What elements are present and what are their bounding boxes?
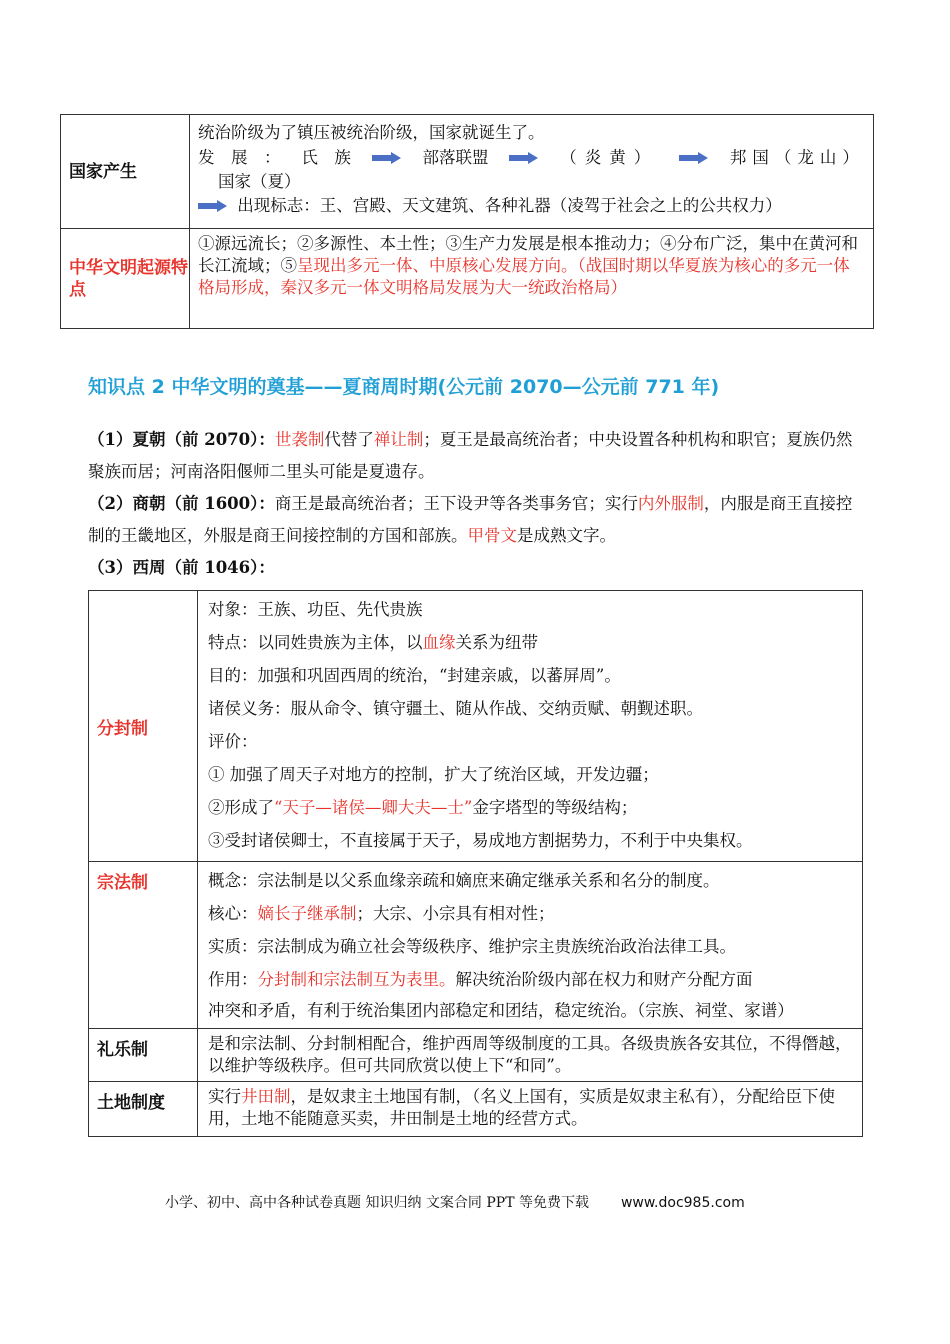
fenfeng-line — [208, 626, 854, 659]
development-chain — [198, 144, 865, 172]
dev-step-4: 邦国（龙山） — [729, 147, 865, 167]
dev-step-2: 部落联盟 — [422, 147, 489, 167]
zongfa-line — [208, 963, 854, 996]
arrow-right-icon — [679, 152, 709, 164]
xia-head: （1）夏朝（前 2070）： — [88, 430, 275, 449]
text: ②形成了 — [208, 798, 274, 817]
row-label-tudi — [89, 1082, 198, 1137]
row-label-state-origin — [61, 115, 190, 229]
text-red: 分封制和宗法制互为表里。 — [257, 970, 456, 989]
shang-head: （2）商朝（前 1600）： — [88, 494, 275, 513]
table-row — [61, 115, 874, 229]
zongfa-line: 冲突和矛盾，有利于统治集团内部稳定和团结，稳定统治。（宗族、祠堂、家谱） — [208, 1001, 794, 1020]
fenfeng-line: ③受封诸侯卿士，不直接属于天子，易成地方割据势力，不利于中央集权。 — [208, 831, 753, 850]
state-origin-text: 统治阶级为了镇压被统治阶级，国家就诞生了。 — [198, 122, 545, 142]
fenfeng-line: 评价： — [208, 732, 258, 751]
text-red: 嫡长子继承制 — [257, 904, 357, 923]
cell-label: 国家产生 — [69, 161, 137, 182]
origin-table — [60, 114, 874, 329]
footer-link[interactable]: www.doc985.com — [620, 1195, 745, 1211]
row-content-liyue — [198, 1029, 863, 1082]
xia-text-1: 代替了 — [324, 430, 374, 449]
text: 实行 — [208, 1087, 241, 1106]
row-content-fenfeng — [198, 591, 863, 862]
text: 金字塔型的等级结构； — [472, 798, 638, 817]
dev-step-1: 氏 族 — [301, 147, 351, 167]
cell-label: 宗法制 — [97, 873, 148, 893]
table-row — [89, 1029, 863, 1082]
shang-red-2: 甲骨文 — [467, 526, 517, 545]
shang-text-3: 是成熟文字。 — [517, 526, 616, 545]
fenfeng-line: ① 加强了周天子对地方的控制，扩大了统治区域，开发边疆； — [208, 765, 659, 784]
cell-label: 分封制 — [97, 718, 148, 739]
zongfa-line — [208, 897, 854, 930]
xizhou-table — [88, 590, 863, 1137]
xizhou-head — [88, 552, 868, 584]
xia-paragraph — [88, 424, 868, 488]
sign-text: 出现标志：王、宫殿、天文建筑、各种礼器（凌驾于社会之上的公共权力） — [237, 195, 782, 215]
fenfeng-line: 诸侯义务：服从命令、镇守疆土、随从作战、交纳贡赋、朝觐述职。 — [208, 699, 703, 718]
shang-paragraph — [88, 488, 868, 552]
fenfeng-line: 目的：加强和巩固西周的统治，“封建亲戚，以蕃屏周”。 — [208, 666, 621, 685]
arrow-right-icon — [198, 200, 228, 212]
row-label-liyue — [89, 1029, 198, 1082]
liyue-text: 是和宗法制、分封制相配合，维护西周等级制度的工具。各级贵族各安其位，不得僭越，以维护等级秩序。但可共同欣赏以使上下“和同”。 — [208, 1034, 852, 1075]
text-red: “天子—诸侯—卿大夫—士” — [274, 798, 473, 817]
text-red: 井田制 — [241, 1087, 291, 1106]
row-content-tudi — [198, 1082, 863, 1137]
xia-red-1: 世袭制 — [274, 430, 325, 449]
table-row — [89, 1082, 863, 1137]
text: ，是奴隶主土地国有制，（名义上国有，实质是奴隶主私有），分配给臣下使用，土地不能随意买卖，井田制是土地的经营方式。 — [208, 1087, 835, 1128]
fenfeng-line — [208, 791, 854, 824]
civ-features-text: ①源远流长；②多源性、本土性；③生产力发展是根本推动力；④分布广泛，集中在黄河和长江流域；⑤ — [198, 234, 858, 275]
dev-step-3: （炎黄） — [560, 147, 659, 167]
arrow-right-icon — [509, 152, 539, 164]
dev-last: 国家（夏） — [218, 171, 301, 191]
row-label-civ-features — [61, 229, 190, 329]
shang-text-1: 商王是最高统治者；王下设尹等各类事务官；实行 — [274, 494, 638, 513]
shang-text-2: ，内服是商王直接控制的王畿地区，外服是商王间接控制的方国和部族。 — [88, 494, 853, 545]
zongfa-line: 实质：宗法制成为确立社会等级秩序、维护宗主贵族统治政治法律工具。 — [208, 937, 736, 956]
xizhou-head-text: （3）西周（前 1046）： — [88, 558, 275, 577]
table-row — [89, 591, 863, 862]
table-row — [89, 862, 863, 1029]
section-title: 知识点 2 中华文明的奠基——夏商周时期(公元前 2070—公元前 771 年) — [88, 376, 720, 398]
civ-features-red: 呈现出多元一体、中原核心发展方向。（战国时期以华夏族为核心的多元一体格局形成，秦汉多元一体文明格局发展为大一统政治格局） — [198, 256, 850, 297]
text: 作用： — [208, 970, 258, 989]
xia-red-2: 禅让制 — [373, 430, 424, 449]
xia-text-2: ；夏王是最高统治者；中央设置各种机构和职官；夏族仍然聚族而居；河南洛阳偃师二里头可能是夏遗存。 — [88, 430, 853, 481]
row-content-state-origin — [190, 115, 874, 229]
text: 关系为纽带 — [455, 633, 538, 652]
row-label-zongfa — [89, 862, 198, 1029]
text: ；大宗、小宗具有相对性； — [356, 904, 555, 923]
fenfeng-line: 对象：王族、功臣、先代贵族 — [208, 600, 423, 619]
row-label-fenfeng — [89, 591, 198, 862]
arrow-right-icon — [372, 152, 402, 164]
text: 解决统治阶级内部在权力和财产分配方面 — [455, 970, 753, 989]
cell-label: 礼乐制 — [97, 1040, 148, 1060]
text-red: 血缘 — [422, 633, 456, 652]
footer — [165, 1192, 745, 1212]
row-content-civ-features — [190, 229, 874, 329]
row-content-zongfa — [198, 862, 863, 1029]
footer-text: 小学、初中、高中各种试卷真题 知识归纳 文案合同 PPT 等免费下载 — [165, 1195, 589, 1211]
development-prefix: 发 展 ： — [198, 147, 281, 167]
table-row — [61, 229, 874, 329]
zongfa-line: 概念：宗法制是以父系血缘亲疏和嫡庶来确定继承关系和名分的制度。 — [208, 871, 720, 890]
cell-label: 土地制度 — [97, 1093, 165, 1113]
text: 核心： — [208, 904, 258, 923]
cell-label: 中华文明起源特点 — [69, 257, 188, 300]
text: 特点：以同姓贵族为主体，以 — [208, 633, 423, 652]
sign-line — [198, 192, 865, 220]
shang-red-1: 内外服制 — [637, 494, 704, 513]
